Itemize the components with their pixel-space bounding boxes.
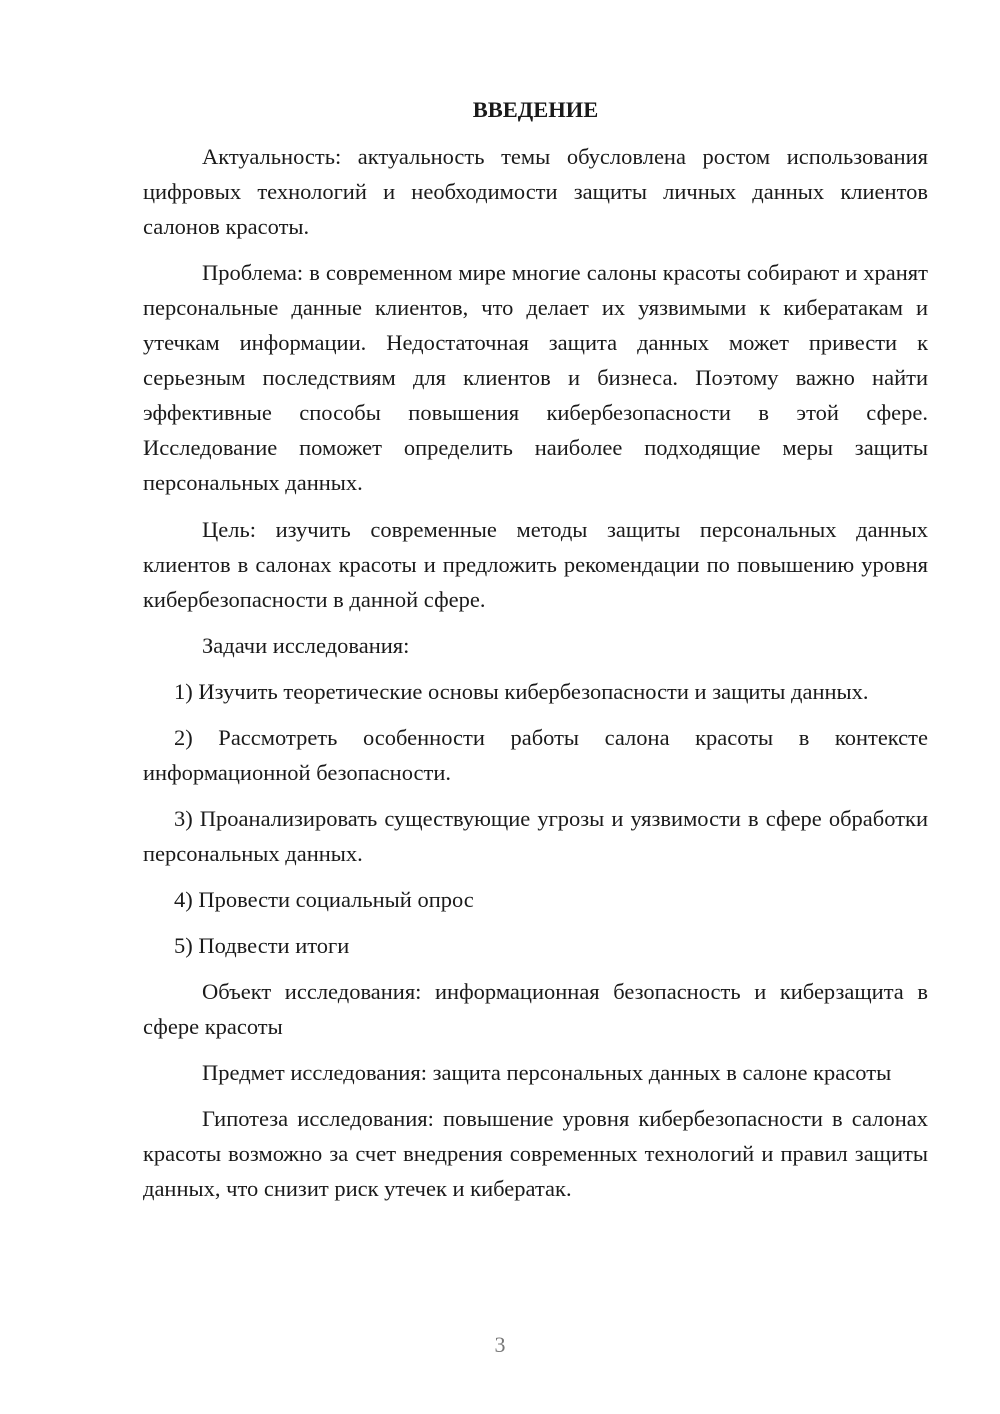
problem-paragraph: Проблема: в современном мире многие салоны красоты собирают и хранят персональные данные клиентов, что делает их уязвимыми к кибератакам и утечкам информации. Недостаточная защита данных может привести к серьезным последствиям для клиентов и бизнеса. Поэтому важно найти эффективные способы повышения кибербезопасности в этой сфере. Исследование поможет определить наиболее подходящие меры защиты персональных данных. [143, 260, 928, 495]
task-item: 2) Рассмотреть особенности работы салона красоты в контексте информационной безопасности. [143, 725, 928, 785]
hypothesis-paragraph: Гипотеза исследования: повышение уровня кибербезопасности в салонах красоты возможно за счет внедрения современных технологий и правил защиты данных, что снизит риск утечек и кибератак. [143, 1106, 928, 1201]
object-paragraph: Объект исследования: информационная безопасность и киберзащита в сфере красоты [143, 979, 928, 1039]
relevance-paragraph: Актуальность: актуальность темы обусловлена ростом использования цифровых технологий и необходимости защиты личных данных клиентов салонов красоты. [143, 144, 928, 239]
section-title: ВВЕДЕНИЕ [472, 97, 599, 122]
tasks-heading: Задачи исследования: [202, 633, 410, 658]
goal-paragraph: Цель: изучить современные методы защиты персональных данных клиентов в салонах красоты и предложить рекомендации по повышению уровня кибербезопасности в данной сфере. [143, 517, 928, 612]
task-item: 1) Изучить теоретические основы кибербезопасности и защиты данных. [174, 679, 869, 704]
task-item: 5) Подвести итоги [174, 933, 350, 958]
task-item: 4) Провести социальный опрос [174, 887, 474, 912]
document-page [143, 92, 928, 1206]
subject-paragraph: Предмет исследования: защита персональных данных в салоне красоты [202, 1060, 892, 1085]
page-number: 3 [494, 1332, 506, 1357]
task-item: 3) Проанализировать существующие угрозы и уязвимости в сфере обработки персональных данных. [143, 806, 928, 866]
